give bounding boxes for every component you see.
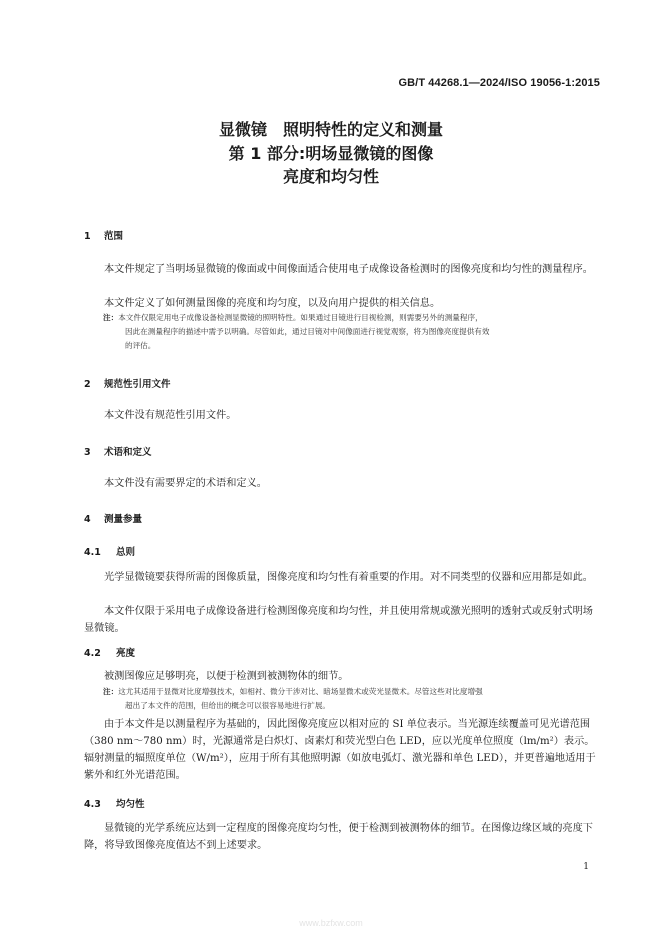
section-2-paragraph-1: 本文件没有规范性引用文件。 bbox=[104, 410, 237, 421]
section-number: 4.2 bbox=[84, 648, 101, 659]
section-2-heading bbox=[84, 376, 171, 390]
page-number: 1 bbox=[583, 862, 589, 872]
section-4-2-note bbox=[103, 685, 598, 713]
section-3-heading bbox=[84, 444, 152, 458]
note-line-3: 的评估。 bbox=[125, 341, 156, 350]
section-title: 亮度 bbox=[116, 648, 136, 659]
section-number: 1 bbox=[84, 231, 91, 242]
note-line-1: 本文件仅限定用电子成像设备检测显微镜的照明特性。如果通过目镜进行目视检测，则需要另外的测量程序， bbox=[118, 313, 483, 322]
section-1-paragraph-1: 本文件规定了当明场显微镜的像面或中间像面适合使用电子成像设备检测时的图像亮度和均匀性的测量程序。 bbox=[104, 264, 593, 275]
note-line-1: 这尤其适用于显微对比度增强技术，如相衬、微分干涉对比、暗场显微术或荧光显微术。尽管这些对比度增强 bbox=[118, 687, 483, 696]
section-3-paragraph-1: 本文件没有需要界定的术语和定义。 bbox=[104, 478, 267, 489]
section-title: 术语和定义 bbox=[104, 447, 152, 458]
section-title: 均匀性 bbox=[116, 799, 145, 810]
section-4-3-paragraph-1: 显微镜的光学系统应达到一定程度的图像亮度均匀性，便于检测到被测物体的细节。在图像边缘区域的亮度下降，将导致图像亮度值达不到上述要求。 bbox=[84, 823, 593, 851]
section-number: 4.1 bbox=[84, 547, 101, 558]
section-title: 规范性引用文件 bbox=[104, 379, 171, 390]
section-4-1-paragraph-1: 光学显微镜要获得所需的图像质量，图像亮度和均匀性有着重要的作用。对不同类型的仪器和应用都是如此。 bbox=[104, 572, 593, 583]
section-number: 4.3 bbox=[84, 799, 101, 810]
standard-code: GB/T 44268.1—2024/ISO 19056-1:2015 bbox=[398, 77, 600, 89]
section-number: 3 bbox=[84, 447, 91, 458]
section-1-heading bbox=[84, 228, 123, 242]
title-line-3: 亮度和均匀性 bbox=[282, 167, 379, 186]
title-line-1: 显微镜 照明特性的定义和测量 bbox=[218, 120, 443, 139]
section-title: 总则 bbox=[116, 547, 136, 558]
section-4-2-paragraph-2: 由于本文件是以测量程序为基础的，因此图像亮度应以相对应的 SI 单位表示。当光源连续覆盖可见光谱范围（380 nm～780 nm）时，光源通常是白炽灯、卤素灯和荧光型白色 LED，应以光度单位照度（lm/m²）表示。辐射测量的辐照度单位（W/m²），应用于所有其他照明源（如放电弧灯、激光器和单色 LED），并更普遍地适用于紫外和红外光谱范围。 bbox=[84, 719, 596, 781]
section-1-note bbox=[103, 311, 598, 353]
section-title: 测量参量 bbox=[104, 514, 143, 525]
note-line-2: 超出了本文件的范围，但给出的概念可以很容易地进行扩展。 bbox=[125, 701, 331, 710]
section-4-2-paragraph-1: 被测图像应足够明亮，以便于检测到被测物体的细节。 bbox=[104, 671, 349, 682]
title-line-2: 第 1 部分:明场显微镜的图像 bbox=[228, 144, 434, 163]
note-label: 注： bbox=[103, 687, 119, 696]
section-1-paragraph-2: 本文件定义了如何测量图像的亮度和均匀度，以及向用户提供的相关信息。 bbox=[104, 298, 441, 309]
section-4-heading bbox=[84, 511, 142, 525]
section-number: 2 bbox=[84, 379, 91, 390]
section-4-1-paragraph-2: 本文件仅限于采用电子成像设备进行检测图像亮度和均匀性，并且使用常规或激光照明的透射式或反射式明场显微镜。 bbox=[84, 606, 593, 634]
section-number: 4 bbox=[84, 514, 91, 525]
section-4-1-heading bbox=[84, 544, 135, 558]
note-line-2: 因此在测量程序的描述中需予以明确。尽管如此，通过目镜对中间像面进行视觉观察，将为图像亮度提供有效 bbox=[125, 327, 490, 336]
watermark: www.bzfxw.com bbox=[299, 918, 363, 928]
section-title: 范围 bbox=[104, 231, 124, 242]
section-4-3-heading bbox=[84, 796, 145, 810]
note-label: 注： bbox=[103, 313, 119, 322]
section-4-2-heading bbox=[84, 645, 135, 659]
